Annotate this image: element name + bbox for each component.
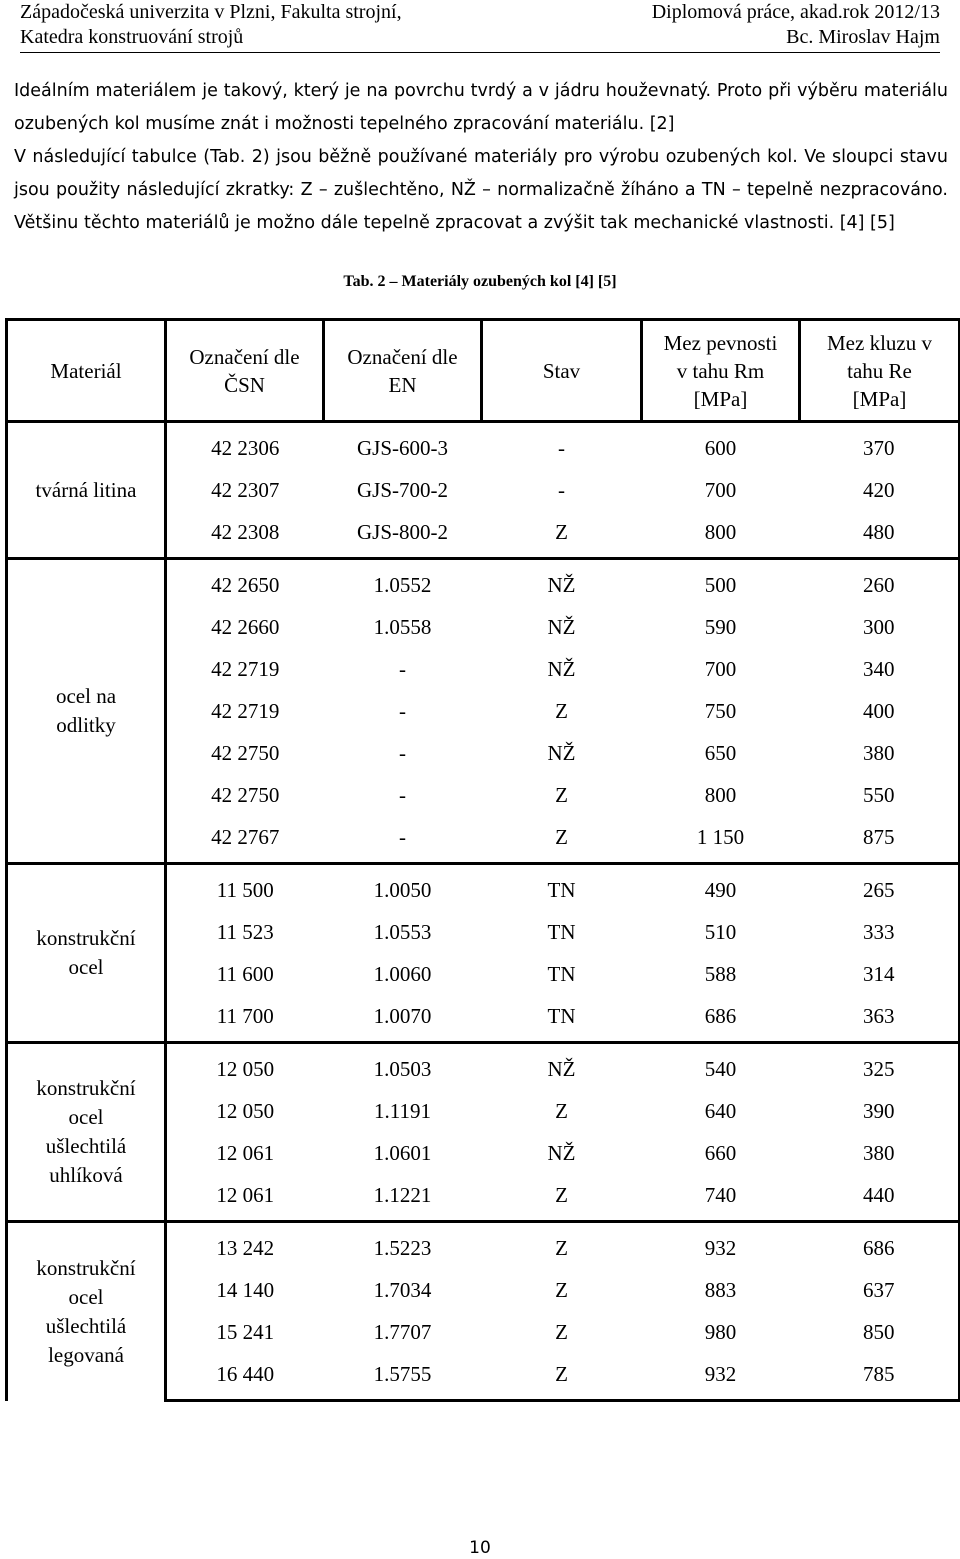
page-header (20, 0, 940, 53)
cell-re: 260 (800, 559, 960, 607)
table-body (7, 422, 960, 1401)
cell-stav: NŽ (482, 559, 642, 607)
paragraph-2: V následující tabulce (Tab. 2) jsou běžně používané materiály pro výrobu ozubených kol. Ve sloupci stavu jsou použity následující zkratky: Z – zušlechtěno, NŽ – normalizačně žíháno a TN – tepelně nezpracováno. Většinu těchto materiálů je možno dále tepelně zpracovat a zvýšit tak mechanické vlastnosti. [4] [5] (14, 147, 948, 233)
cell-rm: 588 (704, 961, 737, 986)
cell-rm: 500 (642, 559, 800, 607)
table-row (7, 864, 960, 912)
cell-re: 440 (800, 1174, 960, 1222)
cell-csn: 12 061 (216, 1140, 275, 1165)
cell-rm: 540 (642, 1043, 800, 1091)
cell-en: 1.0552 (324, 559, 482, 607)
cell-stav: Z (555, 1319, 568, 1344)
cell-stav: NŽ (482, 1043, 642, 1091)
header-university: Západočeská univerzita v Plzni, Fakulta strojní, (20, 1, 402, 23)
cell-en: 1.0050 (324, 864, 482, 912)
header-csn: Označení dle ČSN (166, 320, 324, 422)
cell-stav: TN (482, 864, 642, 912)
cell-csn: 13 242 (166, 1222, 324, 1270)
cell-en: 1.1191 (374, 1098, 431, 1123)
cell-en: 1.0060 (373, 961, 432, 986)
cell-csn: 14 140 (216, 1277, 275, 1302)
cell-rm: 686 (704, 1003, 737, 1028)
cell-csn: 42 2650 (166, 559, 324, 607)
body-text (14, 75, 948, 240)
table-caption: Tab. 2 – Materiály ozubených kol [4] [5] (343, 273, 617, 290)
table-row (7, 1222, 960, 1270)
cell-stav: Z (555, 519, 568, 544)
cell-re: 380 (800, 1132, 960, 1174)
cell-en: 1.7707 (373, 1319, 432, 1344)
cell-en: 1.0503 (324, 1043, 482, 1091)
cell-en: 1.0553 (373, 919, 432, 944)
cell-stav: - (558, 477, 565, 502)
cell-rm: 600 (642, 422, 800, 470)
cell-en: 1.0070 (373, 1003, 432, 1028)
cell-stav: Z (555, 782, 568, 807)
cell-stav: Z (555, 1277, 568, 1302)
cell-en: 1.0601 (373, 1140, 432, 1165)
cell-re: 314 (800, 953, 960, 995)
cell-re: 785 (800, 1353, 960, 1401)
cell-en: - (399, 656, 406, 681)
cell-csn: 11 523 (216, 919, 274, 944)
cell-csn: 42 2306 (166, 422, 324, 470)
cell-stav: TN (547, 961, 576, 986)
cell-csn: 15 241 (216, 1319, 275, 1344)
table-row (7, 559, 960, 607)
cell-en: 1.7034 (373, 1277, 432, 1302)
cell-re: 370 (800, 422, 960, 470)
header-re: Mez kluzu v tahu Re [MPa] (800, 320, 960, 422)
table-header-row (7, 320, 960, 422)
cell-re: 875 (800, 816, 960, 864)
cell-re: 480 (800, 511, 960, 559)
cell-csn: 42 2719 (211, 656, 280, 681)
cell-rm: 932 (642, 1222, 800, 1270)
paragraph-1: Ideálním materiálem je takový, který je na povrchu tvrdý a v jádru houževnatý. Proto při výběru materiálu ozubených kol musíme znát i možnosti tepelného zpracování materiálu. [2] (14, 81, 948, 134)
cell-csn: 42 2308 (211, 519, 280, 544)
table-row (7, 1043, 960, 1091)
table-row (7, 422, 960, 470)
cell-rm: 883 (704, 1277, 737, 1302)
cell-rm: 640 (704, 1098, 737, 1123)
cell-csn: 42 2750 (211, 740, 280, 765)
header-material: Materiál (7, 320, 166, 422)
cell-en: GJS-800-2 (356, 519, 448, 544)
cell-csn: 16 440 (166, 1353, 324, 1401)
cell-re: 325 (800, 1043, 960, 1091)
cell-rm: 490 (642, 864, 800, 912)
cell-re: 550 (800, 774, 960, 816)
cell-csn: 12 050 (166, 1043, 324, 1091)
header-stav: Stav (482, 320, 642, 422)
material-category: konstrukční ocel ušlechtilá legovaná (7, 1222, 166, 1401)
cell-en: 1.5755 (324, 1353, 482, 1401)
cell-re: 637 (800, 1269, 960, 1311)
cell-stav: Z (555, 698, 568, 723)
header-row-2 (20, 25, 940, 50)
cell-en: - (399, 698, 406, 723)
cell-re: 363 (800, 995, 960, 1043)
cell-en: - (399, 782, 406, 807)
cell-rm: 980 (704, 1319, 737, 1344)
cell-rm: 800 (704, 519, 737, 544)
material-category: tvárná litina (7, 422, 166, 559)
cell-rm: 660 (704, 1140, 737, 1165)
cell-csn: 11 600 (216, 961, 274, 986)
cell-csn: 42 2660 (211, 614, 280, 639)
cell-csn: 42 2750 (211, 782, 280, 807)
cell-re: 380 (800, 732, 960, 774)
cell-stav: NŽ (547, 656, 576, 681)
cell-rm: 510 (704, 919, 737, 944)
materials-table (5, 318, 960, 1402)
cell-rm: 1 150 (696, 824, 745, 849)
cell-csn: 42 2307 (211, 477, 280, 502)
cell-re: 400 (800, 690, 960, 732)
cell-csn: 11 500 (166, 864, 324, 912)
cell-en: - (399, 740, 406, 765)
cell-csn: 12 061 (216, 1182, 275, 1207)
cell-rm: 750 (704, 698, 737, 723)
material-category: konstrukční ocel (7, 864, 166, 1043)
cell-rm: 932 (642, 1353, 800, 1401)
cell-csn: 12 050 (216, 1098, 275, 1123)
cell-re: 420 (800, 469, 960, 511)
cell-csn: 11 700 (216, 1003, 274, 1028)
cell-re: 686 (800, 1222, 960, 1270)
cell-en: 1.0558 (373, 614, 432, 639)
cell-re: 265 (800, 864, 960, 912)
cell-re: 850 (800, 1311, 960, 1353)
cell-stav: Z (555, 824, 568, 849)
material-category: konstrukční ocel ušlechtilá uhlíková (7, 1043, 166, 1222)
cell-rm: 590 (704, 614, 737, 639)
header-author: Bc. Miroslav Hajm (786, 26, 940, 48)
cell-en: - (399, 824, 406, 849)
cell-en: 1.5223 (324, 1222, 482, 1270)
cell-en: GJS-600-3 (324, 422, 482, 470)
cell-stav: Z (555, 1098, 568, 1123)
cell-rm: 700 (704, 656, 737, 681)
page-number: 10 (469, 1538, 491, 1558)
header-row-1 (20, 0, 940, 25)
header-rm: Mez pevnosti v tahu Rm [MPa] (642, 320, 800, 422)
cell-rm: 650 (704, 740, 737, 765)
cell-stav: TN (547, 1003, 576, 1028)
cell-rm: 700 (704, 477, 737, 502)
cell-stav: Z (482, 1353, 642, 1401)
cell-csn: 42 2719 (211, 698, 280, 723)
material-category: ocel na odlitky (7, 559, 166, 864)
cell-stav: NŽ (547, 1140, 576, 1165)
cell-re: 390 (800, 1090, 960, 1132)
cell-re: 333 (800, 911, 960, 953)
cell-en: GJS-700-2 (356, 477, 448, 502)
cell-en: 1.1221 (373, 1182, 432, 1207)
cell-stav: Z (555, 1182, 568, 1207)
cell-stav: TN (547, 919, 576, 944)
header-department: Katedra konstruování strojů (20, 26, 244, 48)
cell-rm: 740 (704, 1182, 737, 1207)
cell-re: 300 (800, 606, 960, 648)
cell-re: 340 (800, 648, 960, 690)
cell-stav: NŽ (547, 614, 576, 639)
header-thesis: Diplomová práce, akad.rok 2012/13 (651, 1, 940, 23)
cell-csn: 42 2767 (211, 824, 280, 849)
cell-stav: NŽ (547, 740, 576, 765)
cell-stav: - (482, 422, 642, 470)
header-en: Označení dle EN (324, 320, 482, 422)
cell-stav: Z (482, 1222, 642, 1270)
cell-rm: 800 (704, 782, 737, 807)
